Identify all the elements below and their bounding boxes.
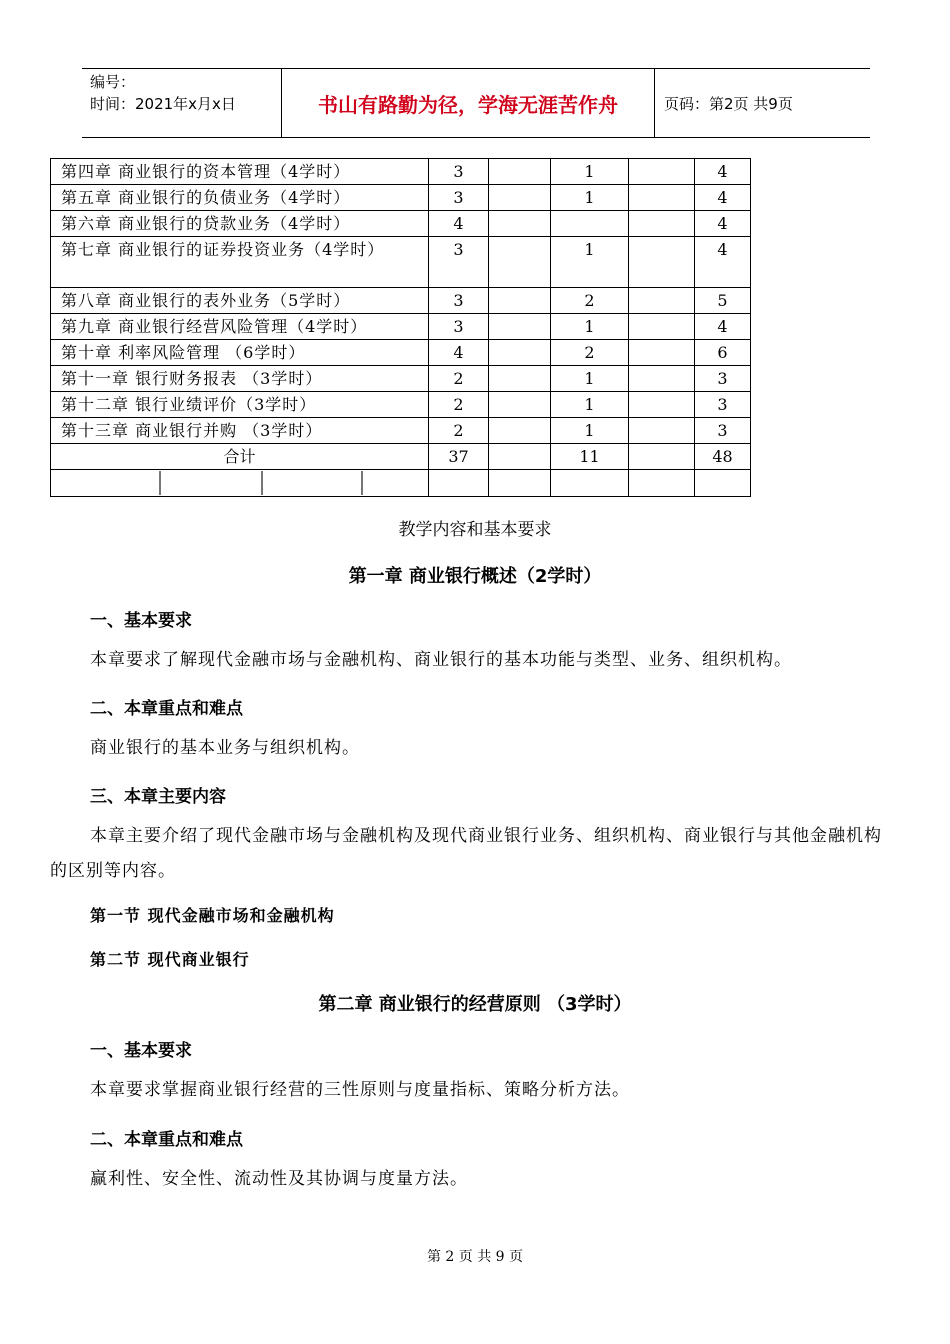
- empty-cell: [629, 392, 695, 418]
- empty-cell: [629, 211, 695, 237]
- empty-cell: [629, 444, 695, 470]
- table-row: [51, 211, 751, 237]
- ch1-section-2: 二、本章重点和难点: [90, 699, 243, 719]
- lecture-hours-cell: 4: [429, 340, 489, 366]
- total-hours-cell: 5: [695, 288, 751, 314]
- ch2-para-1: 本章要求掌握商业银行经营的三性原则与度量指标、策略分析方法。: [90, 1080, 630, 1100]
- chapter-1-title: 第一章 商业银行概述（2学时）: [348, 566, 602, 587]
- empty-cell: [629, 185, 695, 211]
- chapter-name-cell: 第四章 商业银行的资本管理（4学时）: [51, 159, 429, 185]
- empty-cell: [629, 159, 695, 185]
- ch2-section-2: 二、本章重点和难点: [90, 1130, 243, 1150]
- empty-cell: [489, 340, 551, 366]
- chapter-name-cell: 第十一章 银行财务报表 （3学时）: [51, 366, 429, 392]
- blank-cell: [629, 470, 695, 497]
- ch1-para-3: 本章主要介绍了现代金融市场与金融机构及现代商业银行业务、组织机构、商业银行与其他金融机构的区别等内容。: [50, 826, 882, 881]
- lecture-hours-cell: 4: [429, 211, 489, 237]
- table-row: [51, 288, 751, 314]
- syllabus-heading: 教学内容和基本要求: [398, 520, 552, 540]
- ch1-subsection-2: 第二节 现代商业银行: [90, 950, 250, 969]
- chapter-name-cell: 第八章 商业银行的表外业务（5学时）: [51, 288, 429, 314]
- chapter-name-cell: 第六章 商业银行的贷款业务（4学时）: [51, 211, 429, 237]
- table-row: [51, 418, 751, 444]
- table-row: [51, 366, 751, 392]
- lecture-hours-cell: 3: [429, 185, 489, 211]
- empty-cell: [489, 211, 551, 237]
- ch2-section-1: 一、基本要求: [90, 1041, 192, 1061]
- total-hours-cell: 4: [695, 185, 751, 211]
- table-row: [51, 314, 751, 340]
- ch1-para-1: 本章要求了解现代金融市场与金融机构、商业银行的基本功能与类型、业务、组织机构。: [90, 650, 792, 670]
- motto: 书山有路勤为径，学海无涯苦作舟: [282, 69, 655, 137]
- practice-hours-cell: 1: [551, 237, 629, 288]
- blank-cell: [429, 470, 489, 497]
- chapter-2-title: 第二章 商业银行的经营原则 （3学时）: [318, 994, 632, 1015]
- practice-hours-cell: 1: [551, 159, 629, 185]
- empty-cell: [629, 237, 695, 288]
- page-footer: 第 2 页 共 9 页: [426, 1249, 524, 1265]
- lecture-hours-cell: 3: [429, 159, 489, 185]
- table-row: [51, 237, 751, 288]
- total-hours-cell: 4: [695, 211, 751, 237]
- empty-cell: [489, 418, 551, 444]
- number-label: 编号：: [90, 73, 136, 91]
- practice-hours-cell: 1: [551, 314, 629, 340]
- lecture-hours-cell: 2: [429, 418, 489, 444]
- table-total-row: [51, 444, 751, 470]
- chapter-name-cell: 第五章 商业银行的负债业务（4学时）: [51, 185, 429, 211]
- table-row: [51, 340, 751, 366]
- practice-hours-cell: 1: [551, 392, 629, 418]
- practice-hours-cell: 2: [551, 340, 629, 366]
- date-label: 时间：2021年x月x日: [90, 95, 236, 113]
- ch1-para-2: 商业银行的基本业务与组织机构。: [90, 738, 360, 758]
- table-row: [51, 392, 751, 418]
- practice-hours-cell: [551, 211, 629, 237]
- empty-cell: [489, 314, 551, 340]
- grand-total-cell: 48: [695, 444, 751, 470]
- empty-cell: [489, 392, 551, 418]
- empty-cell: [489, 185, 551, 211]
- empty-cell: [629, 288, 695, 314]
- table-row: [51, 159, 751, 185]
- chapter-name-cell: 第七章 商业银行的证券投资业务（4学时）: [51, 237, 429, 288]
- empty-cell: [489, 288, 551, 314]
- total-hours-cell: 4: [695, 314, 751, 340]
- lecture-sum-cell: 37: [429, 444, 489, 470]
- empty-cell: [489, 159, 551, 185]
- chapter-name-cell: 第十二章 银行业绩评价（3学时）: [51, 392, 429, 418]
- blank-cell: [51, 470, 429, 497]
- empty-cell: [489, 366, 551, 392]
- ch1-section-1: 一、基本要求: [90, 611, 192, 631]
- empty-cell: [629, 418, 695, 444]
- empty-cell: [489, 237, 551, 288]
- blank-cell: [489, 470, 551, 497]
- lecture-hours-cell: 3: [429, 288, 489, 314]
- header-meta: [82, 69, 282, 137]
- total-hours-cell: 4: [695, 237, 751, 288]
- empty-cell: [629, 340, 695, 366]
- practice-hours-cell: 1: [551, 366, 629, 392]
- lecture-hours-cell: 3: [429, 237, 489, 288]
- practice-sum-cell: 11: [551, 444, 629, 470]
- ch2-para-2: 赢利性、安全性、流动性及其协调与度量方法。: [90, 1169, 468, 1189]
- lecture-hours-cell: 2: [429, 366, 489, 392]
- lecture-hours-cell: 3: [429, 314, 489, 340]
- hours-table: [50, 158, 751, 497]
- blank-cell: [551, 470, 629, 497]
- page-label: 页码：第2页 共9页: [664, 94, 793, 113]
- empty-cell: [629, 314, 695, 340]
- empty-cell: [489, 444, 551, 470]
- practice-hours-cell: 2: [551, 288, 629, 314]
- total-label-cell: 合计: [51, 444, 429, 470]
- total-hours-cell: 4: [695, 159, 751, 185]
- practice-hours-cell: 1: [551, 418, 629, 444]
- table-blank-row: [51, 470, 751, 497]
- ch1-section-3: 三、本章主要内容: [90, 787, 226, 807]
- empty-cell: [629, 366, 695, 392]
- total-hours-cell: 6: [695, 340, 751, 366]
- chapter-name-cell: 第十三章 商业银行并购 （3学时）: [51, 418, 429, 444]
- total-hours-cell: 3: [695, 366, 751, 392]
- page-header: [82, 68, 870, 138]
- chapter-name-cell: 第十章 利率风险管理 （6学时）: [51, 340, 429, 366]
- total-hours-cell: 3: [695, 418, 751, 444]
- ch1-subsection-1: 第一节 现代金融市场和金融机构: [90, 906, 335, 925]
- blank-cell: [695, 470, 751, 497]
- total-hours-cell: 3: [695, 392, 751, 418]
- chapter-name-cell: 第九章 商业银行经营风险管理（4学时）: [51, 314, 429, 340]
- practice-hours-cell: 1: [551, 185, 629, 211]
- table-row: [51, 185, 751, 211]
- lecture-hours-cell: 2: [429, 392, 489, 418]
